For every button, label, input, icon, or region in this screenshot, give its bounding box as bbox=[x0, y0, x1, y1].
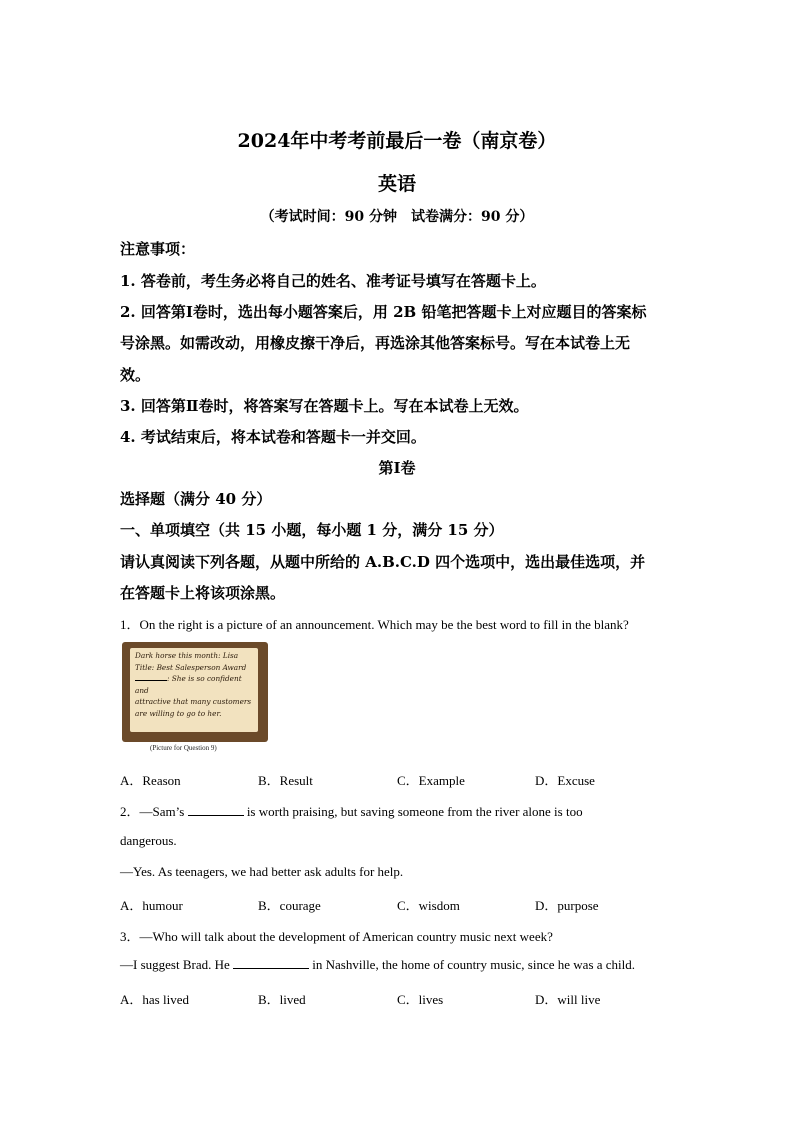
blank bbox=[233, 958, 309, 969]
instruction-line-1: 请认真阅读下列各题，从题中所给的 A.B.C.D 四个选项中，选出最佳选项，并 bbox=[120, 553, 646, 571]
q2-option-b[interactable]: B．courage bbox=[258, 898, 321, 913]
question-text: is worth praising, but saving someone from the river alone is too bbox=[243, 804, 583, 819]
q2-option-c[interactable]: C．wisdom bbox=[397, 898, 460, 913]
blank bbox=[135, 673, 167, 681]
exam-info: （考试时间：90 分钟 试卷满分：90 分） bbox=[260, 209, 534, 225]
announcement-text bbox=[135, 650, 257, 719]
q3-option-a[interactable]: A．has lived bbox=[120, 992, 189, 1007]
part-heading: 选择题（满分 40 分） bbox=[120, 490, 272, 508]
q3-option-c[interactable]: C．lives bbox=[397, 992, 444, 1007]
question-2-reply: —Yes. As teenagers, we had better ask adults for help. bbox=[120, 864, 404, 879]
question-3 bbox=[120, 926, 553, 945]
q3-option-d[interactable]: D．will live bbox=[535, 992, 601, 1007]
announcement-line: : She is so confident and bbox=[135, 674, 242, 695]
blank bbox=[188, 805, 244, 816]
image-caption: (Picture for Question 9) bbox=[150, 744, 217, 752]
q1-option-c[interactable]: C．Example bbox=[397, 773, 465, 788]
volume-heading: 第Ⅰ卷 bbox=[378, 459, 416, 477]
q1-option-a[interactable]: A．Reason bbox=[120, 773, 181, 788]
note-item-2-end: 效。 bbox=[120, 366, 151, 384]
q1-option-b[interactable]: B．Result bbox=[258, 773, 313, 788]
q2-option-d[interactable]: D．purpose bbox=[535, 898, 599, 913]
question-2-cont: dangerous. bbox=[120, 833, 177, 848]
announcement-line: Dark horse this month: Lisa bbox=[135, 651, 239, 660]
announcement-line: Title: Best Salesperson Award bbox=[135, 662, 247, 672]
note-item-4: 4. 考试结束后，将本试卷和答题卡一并交回。 bbox=[120, 428, 426, 446]
question-text: On the right is a picture of an announcement. Which may be the best word to fill in the blank? bbox=[139, 617, 629, 632]
exam-title: 2024年中考考前最后一卷（南京卷） bbox=[237, 130, 557, 152]
question-2 bbox=[120, 801, 583, 820]
q3-option-b[interactable]: B．lived bbox=[258, 992, 306, 1007]
note-item-2-cont: 号涂黑。如需改动，用橡皮擦干净后，再选涂其他答案标号。写在本试卷上无 bbox=[120, 334, 631, 352]
question-number: 2． bbox=[120, 804, 140, 819]
question-text: —Who will talk about the development of American country music next week? bbox=[139, 929, 553, 944]
question-number: 3． bbox=[120, 929, 140, 944]
subpart-heading: 一、单项填空（共 15 小题，每小题 1 分，满分 15 分） bbox=[120, 521, 504, 539]
note-item-2: 2. 回答第Ⅰ卷时，选出每小题答案后，用 2B 铅笔把答题卡上对应题目的答案标 bbox=[120, 303, 647, 321]
question-1 bbox=[120, 614, 629, 633]
note-item-1: 1. 答卷前，考生务必将自己的姓名、准考证号填写在答题卡上。 bbox=[120, 272, 546, 290]
question-3-reply: —I suggest Brad. He in Nashville, the home of country music, since he was a child. bbox=[120, 957, 636, 972]
q2-option-a[interactable]: A．humour bbox=[120, 898, 183, 913]
announcement-line: are willing to go to her. bbox=[135, 708, 222, 718]
question-text: —Sam’s bbox=[139, 804, 188, 819]
note-item-3: 3. 回答第Ⅱ卷时，将答案写在答题卡上。写在本试卷上无效。 bbox=[120, 397, 529, 415]
announcement-line: attractive that many customers bbox=[135, 697, 252, 706]
q1-option-d[interactable]: D．Excuse bbox=[535, 773, 595, 788]
notes-heading: 注意事项： bbox=[120, 240, 196, 258]
exam-subject: 英语 bbox=[377, 173, 416, 195]
instruction-line-2: 在答题卡上将该项涂黑。 bbox=[120, 584, 286, 602]
question-number: 1． bbox=[120, 617, 140, 632]
announcement-image bbox=[120, 640, 270, 750]
